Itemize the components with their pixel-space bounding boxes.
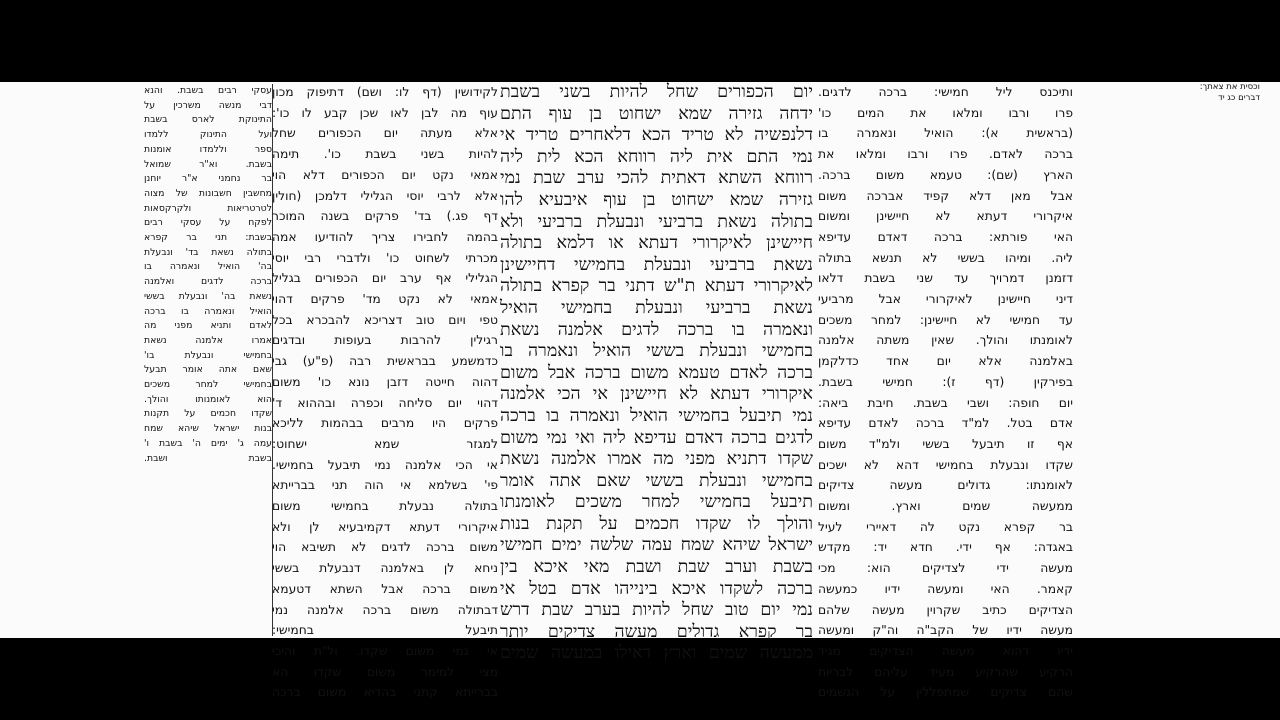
talmud-page: [0, 82, 1280, 700]
side-note-line: עסקי רבים בשבת. והנא: [144, 85, 272, 96]
rashi-line: עד חמישי לא חיישינן: למחר משכים: [818, 312, 1073, 327]
gemara-line: ישראל שיהא שמח עמה שלשה ימים חמישי: [500, 535, 813, 556]
tosafot-line: אלא מעתה יום הכפורים שחל: [272, 126, 498, 141]
rashi-line: פרו ורבו ומלאו את המים כו': [818, 105, 1073, 120]
gemara-line: ידחה גזירה שמא ישחוט בן עוף התם: [500, 103, 813, 124]
tosafot-line: בהמה לחבירו צריך להודיעו אמה: [272, 229, 498, 244]
side-note-line: הואיל ונאמרה בו ברכה: [144, 305, 272, 317]
tosafot-line: דהוי יום סליחה וכפרה ובההוא ד': [272, 395, 498, 410]
gemara-main-text: [500, 82, 813, 665]
tosafot-line: עוף מה לבן לאו שכן קבע לו כו':: [272, 105, 498, 120]
tosafot-line: דף פג.) בד' פרקים בשנה המוכר: [272, 209, 498, 224]
gemara-line: לאיקרורי דעתא ת"ש דתני בר קפרא בתולה: [500, 276, 813, 297]
gemara-line: בר קפרא גדולים מעשה צדיקים יותר: [500, 621, 813, 642]
rashi-line: אף זו תיבעל בששי ולמ"ד משום: [818, 436, 1073, 451]
tosafot-line: למגזר שמא ישחוט:: [272, 436, 498, 451]
rashi-line: ברכה לאדם. פרו ורבו ומלאו את: [818, 147, 1073, 162]
gemara-line: יום הכפורים שחל להיות בשני בשבת: [500, 82, 813, 102]
tosafot-line: לקידושין (דף לו: ושם) דתיפוק מכון: [272, 85, 498, 99]
rashi-line: באגדה: אף ידי. חדא יד: מקדש: [818, 540, 1073, 555]
side-commentary-column: [144, 84, 272, 466]
tosafot-line: אלא לרבי יוסי הגלילי דלמכן (חולין: [272, 188, 498, 203]
tosafot-line: משום ברכה אבל השתא דטעמא: [272, 581, 498, 596]
rashi-line: אדם בטל. למ"ד ברכה לאדם עדיפא: [818, 416, 1073, 431]
rashi-line: דיני חיישינן לאיקרורי אבל מרביעי: [818, 292, 1073, 307]
side-note-line: בשבת ושבת.: [144, 452, 272, 464]
rashi-line: מעשה ידי לצדיקים הוא: מכי: [818, 561, 1073, 576]
rashi-line: אבל מאן דלא קפיד אברכה משום: [818, 188, 1073, 203]
gemara-line: בחמישי ונבעלת בששי שאם אתה אומר: [500, 470, 813, 491]
gemara-line: בתולה נשאת ברביעי ונבעלת ברביעי ולא: [500, 211, 813, 232]
rashi-line: ממעשה שמים וארץ. ומשום: [818, 499, 1073, 514]
gemara-line: דלנפשיה לא טריד הכא דלאחרים טריד אי: [500, 125, 813, 146]
gemara-line: לדגים ברכה דאדם עדיפא ליה ואי נמי משום: [500, 427, 813, 448]
tosafot-line: אמאי נקט יום הכפורים דלא הוי: [272, 167, 498, 182]
tosafot-line: בתולה נבעלת בחמישי משום: [272, 499, 498, 514]
gemara-line: נמי יום טוב שחל להיות בערב שבת דרש: [500, 600, 813, 621]
verse-reference: [1080, 82, 1260, 104]
rashi-line: ידיו דהוא מעשה הצדיקים מגיד: [818, 643, 1073, 658]
tosafot-line: דבתולה משום ברכה אלמנה נמי: [272, 602, 498, 617]
gemara-line: בחמישי ונבעלת בששי הואיל ונאמרה בו: [500, 341, 813, 362]
side-note-line: הוא לאומנותו והולך.: [144, 393, 272, 405]
rashi-line: שהם צדיקים שמתפללין על הגשמים: [818, 685, 1073, 700]
gemara-line: נמי התם אית ליה רווחא הכא לית ליה: [500, 146, 813, 167]
side-note-line: דבי מנשה משרכין על: [144, 99, 272, 111]
gemara-line: והולך לו שקדו חכמים על תקנת בנות: [500, 513, 813, 534]
tosafot-line: פרקים היו מרבים בבהמות לליכא: [272, 416, 498, 431]
side-note-line: התינוקת לארס בשבת: [144, 114, 272, 126]
rashi-line: יום חופה: ושבי בשבת. חיבת ביאה:: [818, 395, 1073, 410]
side-note-line: עמה ג' ימים ה' בשבת ו': [144, 437, 272, 449]
tosafot-line: רגילין להרבות בעופות ובדגים: [272, 333, 498, 348]
rashi-line: הרקיע שהרקיע מעיד עליהם לבריות: [818, 664, 1073, 679]
side-note-line: ברכה לדגים ואלמנה: [144, 276, 272, 288]
tosafot-line: איקרורי דעתא דקמיבעיא לן ולא: [272, 519, 498, 534]
tosafot-line: הגלילי אף ערב יום הכפורים בגליל: [272, 271, 498, 286]
tosafot-line: דהוה חייטה דזבן נונא כו' משום: [272, 374, 498, 389]
side-note-line: בשבת: תני בר קפרא: [144, 232, 272, 244]
rashi-line: ליה. ומיהו בששי לא תנשא בתולה: [818, 250, 1073, 265]
side-note-line: ספר וללמדו אומנות: [144, 143, 272, 155]
tosafot-line: כדמשמע בבראשית רבה (פ"ע) גבי: [272, 354, 498, 369]
rashi-line: שקדו ונבעלת בחמישי דהא לא ישכים: [818, 457, 1073, 472]
rashi-line: (בראשית א): הואיל ונאמרה בו: [818, 126, 1073, 141]
tosafot-line: להיות בשני בשבת כו'. תימה: [272, 147, 498, 162]
rashi-line: באלמנה אלא יום אחד כדלקמן: [818, 354, 1073, 369]
rashi-line: האי פורתא: ברכה דאדם עדיפא: [818, 229, 1073, 244]
tosafot-line: משום ברכה לדגים לא תשיבא הוי: [272, 540, 498, 555]
rashi-line: קאמר. האי ומעשה ידיו כמעשה: [818, 581, 1073, 596]
tosafot-line: אמאי לא נקט מד' פרקים דהוי: [272, 292, 498, 307]
rashi-line: הארץ (שם): טעמא משום ברכה.: [818, 167, 1073, 182]
tosafot-line: טפי ויום טוב דצריכא להבכרא בכל: [272, 312, 498, 327]
tosafot-line: ניחא לן באלמנה דנבעלת בששי: [272, 561, 498, 576]
gemara-line: ממעשה שמים וארץ דאילו במעשה שמים: [500, 643, 813, 664]
gemara-line: בשבת וערב שבת ושבת מאי איכא בין: [500, 557, 813, 578]
gemara-line: נמי תיבעל בחמישי הואיל ונאמרה בו ברכה: [500, 405, 813, 426]
side-note-line: מחשבין חשבונות של מצוה: [144, 187, 272, 199]
side-note-line: בחמישי ונבעלת בו': [144, 349, 272, 361]
gemara-line: ונאמרה בו ברכה לדגים אלמנה נשאת: [500, 319, 813, 340]
side-note-line: בשבת. וא"ר שמואל: [144, 158, 272, 170]
rashi-line: לאומנתו והולך. שאין משתה אלמנה: [818, 333, 1073, 348]
gemara-line: שקדו דתניא מפני מה אמרו אלמנה נשאת: [500, 449, 813, 470]
side-note-line: לטרטריאות ולקרקסאות: [144, 202, 272, 214]
gemara-line: רווחא השתא דאתית להכי ערב שבת נמי: [500, 168, 813, 189]
side-note-line: נשאת בה' ונבעלת בששי: [144, 290, 272, 302]
tosafot-line: תיבעל בחמישי:: [272, 623, 498, 638]
side-note-line: בה' הואיל ונאמרה בו: [144, 261, 272, 273]
rashi-line: בפירקין (דף ז): חמישי בשבת.: [818, 374, 1073, 389]
rashi-line: הצדיקים כתיב שקרוין מעשה שלהם: [818, 602, 1073, 617]
rashi-line: לאומנתו: גדולים מעשה צדיקים: [818, 478, 1073, 493]
rashi-line: דזמנן דמרויך עד שני בשבת דלאו: [818, 271, 1073, 286]
tosafot-line: אי נמי משום שקדו. ול"ת והיכי: [272, 643, 498, 658]
side-note-line: אמרו אלמנה נשאת: [144, 334, 272, 346]
verse-line: וכסית את צאתך:: [1199, 82, 1260, 92]
rashi-line: בר קפרא נקט לה דאיירי לעיל: [818, 519, 1073, 534]
tosafot-line: בברייתא קתני בהדיא משום ברכה: [272, 685, 498, 700]
side-note-line: לפקח על עסקי רבים: [144, 217, 272, 229]
rashi-column: [818, 82, 1073, 703]
gemara-line: חיישינן לאיקרורי דעתא או דלמא בתולה: [500, 233, 813, 254]
tosafot-column: [272, 82, 498, 703]
side-note-line: שאם אתה אומר תבעל: [144, 364, 272, 376]
gemara-line: ברכה לשקדו איכא בינייהו אדם בטל אי: [500, 578, 813, 599]
tosafot-line: אי הכי אלמנה נמי תיבעל בחמישי.: [272, 457, 498, 472]
side-note-line: בנות ישראל שיהא שמח: [144, 423, 272, 435]
gemara-line: נשאת ברביעי ונבעלת בחמישי הואיל: [500, 297, 813, 318]
gemara-line: נשאת ברביעי ונבעלת בחמישי דחיישינן: [500, 254, 813, 275]
side-note-line: שקדו חכמים על תקנות: [144, 408, 272, 420]
rashi-line: איקרורי דעתא לא חיישינן ומשום: [818, 209, 1073, 224]
side-note-line: בתולה נשאת בד' ונבעלת: [144, 246, 272, 258]
gemara-line: ברכה לאדם טעמא משום ברכה אבל משום: [500, 362, 813, 383]
tosafot-line: פי' בשלמא אי הוה תני בברייתא: [272, 478, 498, 493]
verse-line: דברים כג יד: [1218, 93, 1260, 103]
side-note-line: בחמישי למחר משכים: [144, 379, 272, 391]
rashi-line: מעשה ידיו של הקב"ה וה"ק ומעשה: [818, 623, 1073, 638]
gemara-line: תיבעל בחמישי למחר משכים לאומנתו: [500, 492, 813, 513]
gemara-line: איקרורי דעתא לא חיישינן אי הכי אלמנה: [500, 384, 813, 405]
tosafot-line: מצי למימר משום שקדו הא: [272, 664, 498, 679]
tosafot-line: מכרתי לשחוט כו' ולדברי רבי יוסי: [272, 250, 498, 265]
side-note-line: בר נחמני א"ר יוחנן: [144, 173, 272, 185]
rashi-line: ותיכנס ליל חמישי: ברכה לדגים.: [818, 85, 1073, 99]
side-note-line: לאדם ותניא מפני מה: [144, 320, 272, 332]
side-note-line: ועל התינוק ללמדו: [144, 129, 272, 141]
gemara-line: גזירה שמא ישחוט בן עוף איבעיא להו: [500, 189, 813, 210]
